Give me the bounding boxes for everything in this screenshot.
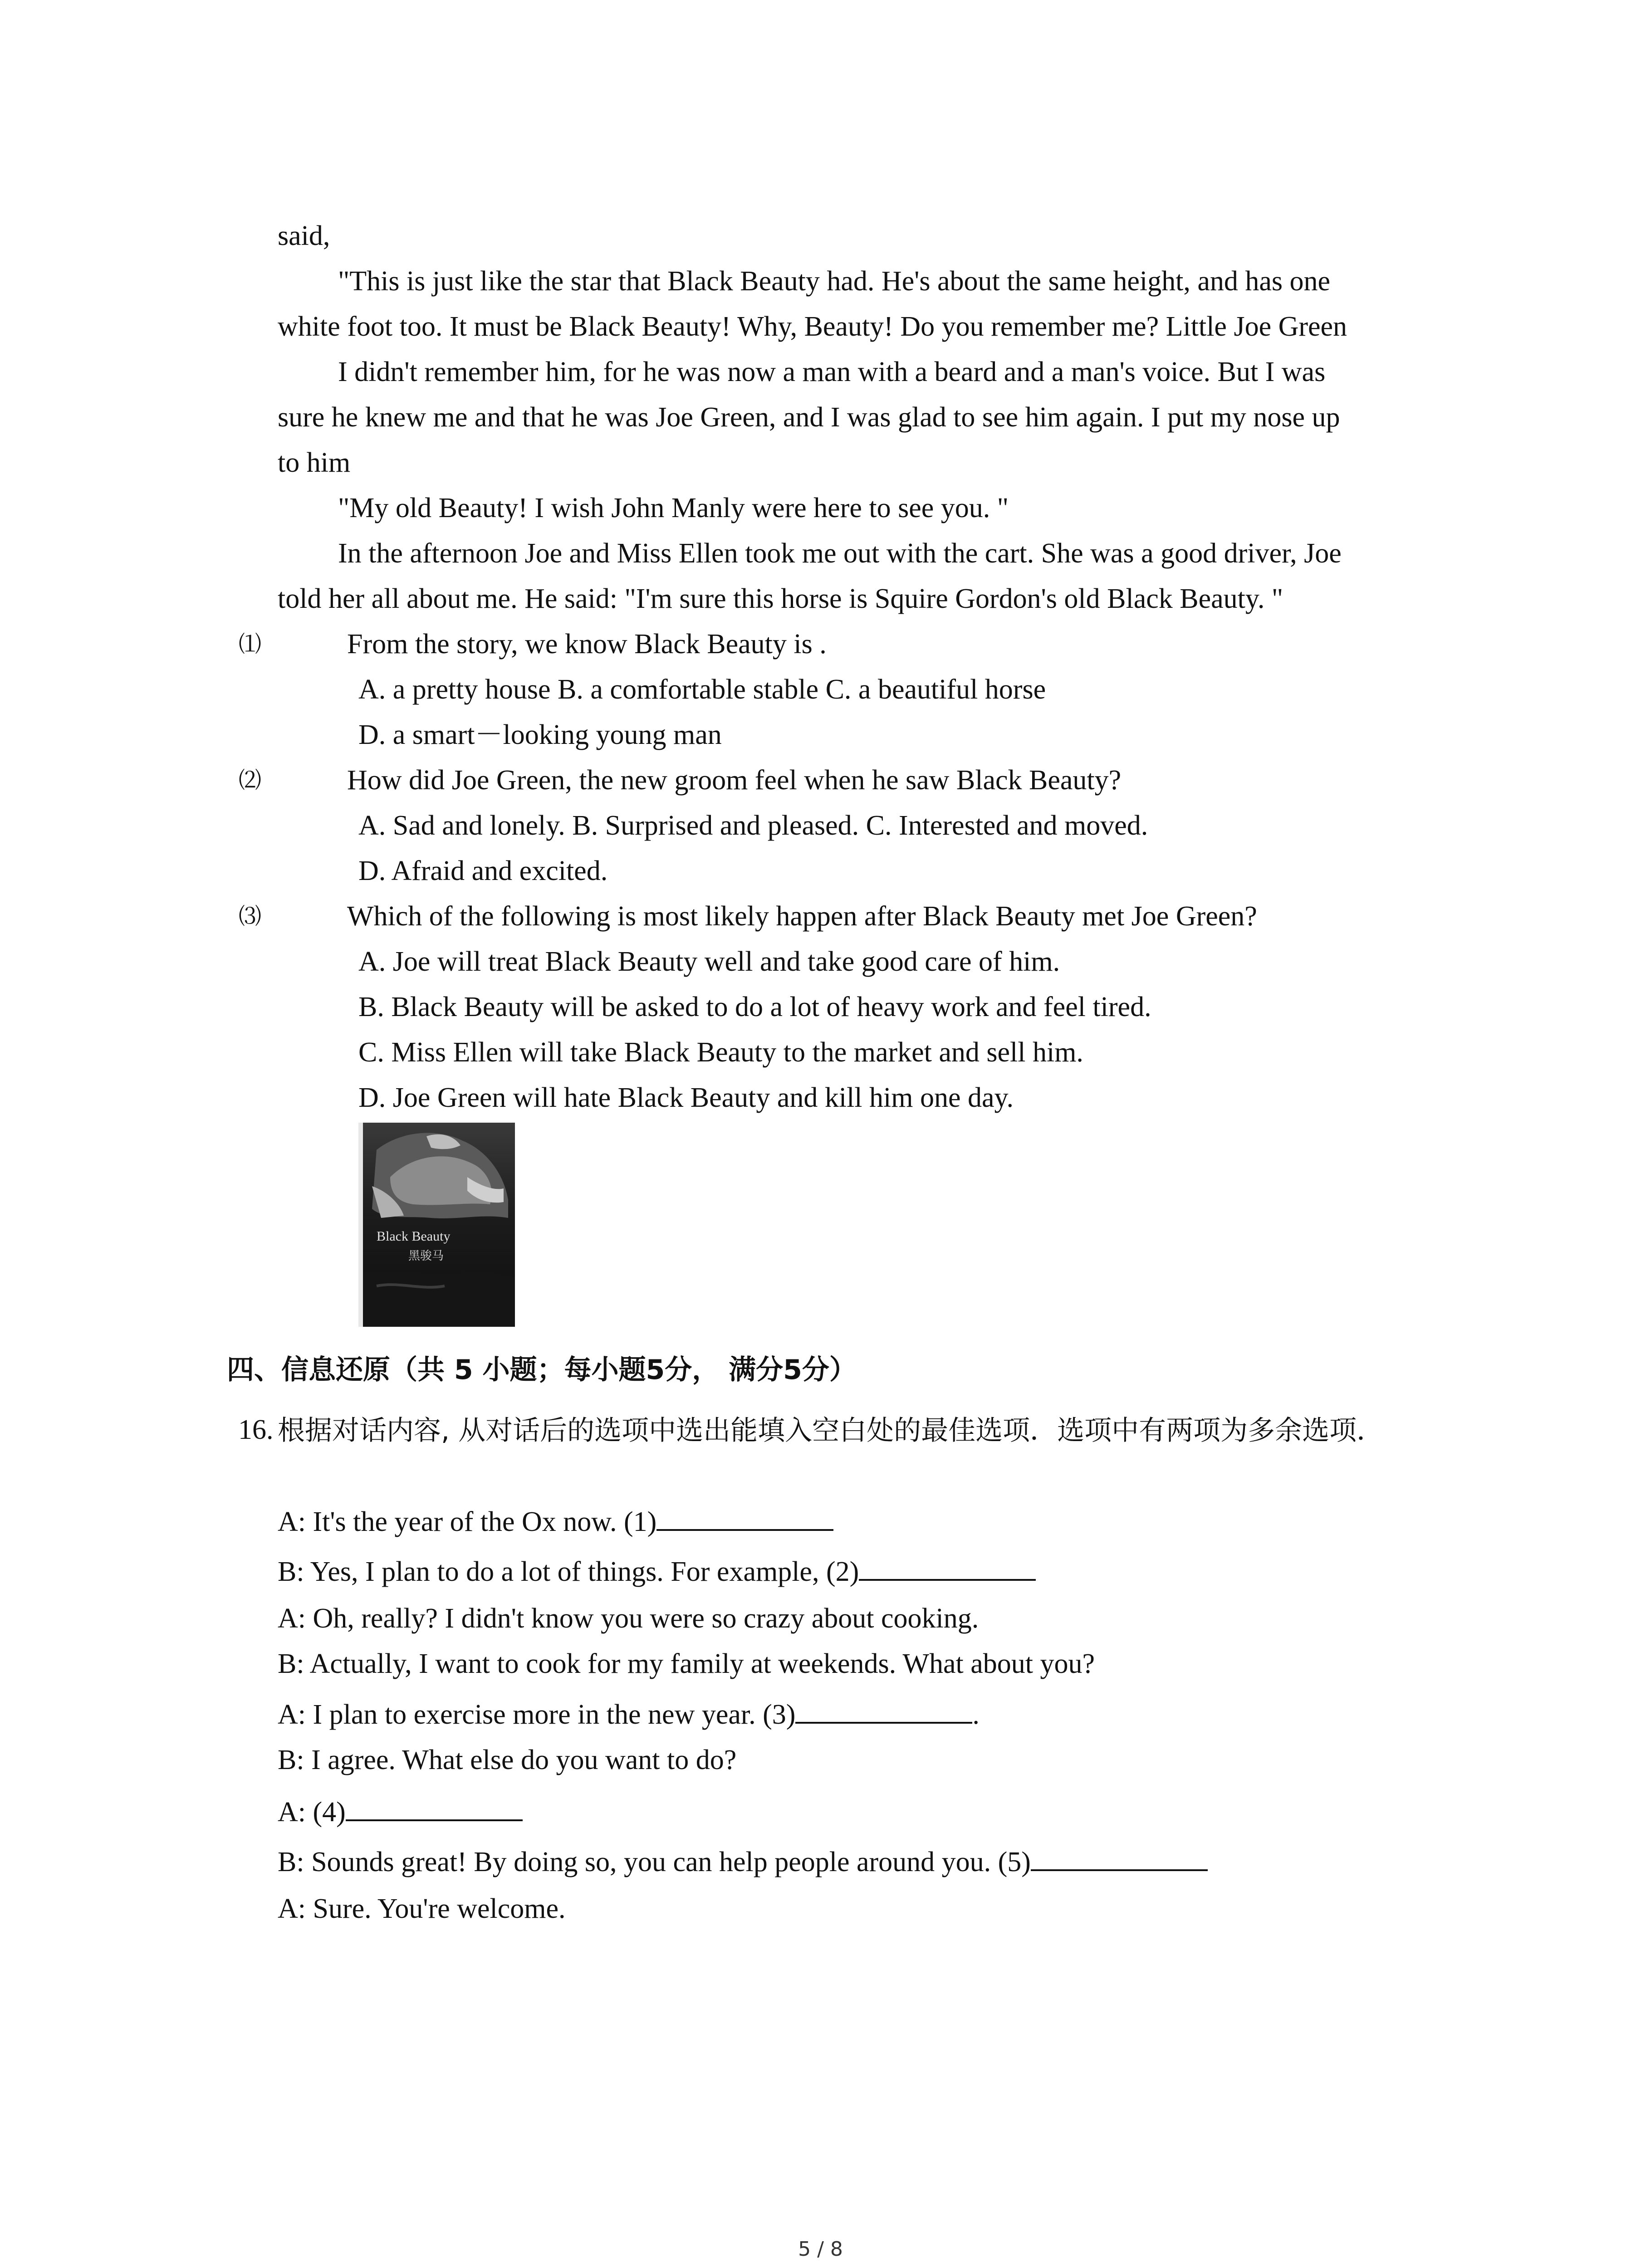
answer-blank[interactable]	[656, 1502, 833, 1531]
answer-blank[interactable]	[859, 1552, 1036, 1581]
dialogue-text: B: Yes, I plan to do a lot of things. For example, (2)	[278, 1556, 859, 1587]
book-cover-title: Black Beauty	[377, 1229, 451, 1244]
question-number: ⑵	[239, 767, 261, 793]
book-cover-subtitle: 黑骏马	[408, 1249, 444, 1263]
question-option: A. Joe will treat Black Beauty well and take good care of him.	[358, 946, 1060, 977]
dialogue-line	[278, 1549, 1036, 1595]
dialogue-line	[278, 1596, 979, 1642]
story-line: to him	[278, 447, 351, 478]
story-line: told her all about me. He said: "I'm sure this horse is Squire Gordon's old Black Beauty. "	[278, 583, 1283, 614]
question-option: C. Miss Ellen will take Black Beauty to the market and sell him.	[358, 1037, 1083, 1068]
question-text: From the story, we know Black Beauty is .	[347, 629, 827, 660]
dialogue-text: A: It's the year of the Ox now. (1)	[278, 1506, 657, 1537]
dialogue-text: B: Actually, I want to cook for my family at weekends. What about you?	[278, 1648, 1095, 1679]
dialogue-line	[278, 1789, 523, 1835]
question-number: 16.	[238, 1414, 274, 1445]
dialogue-punctuation: .	[972, 1699, 980, 1730]
section-heading: 四、信息还原（共 5 小题；每小题5分， 满分5分）	[227, 1354, 857, 1386]
dialogue-line	[278, 1737, 736, 1783]
dialogue-text: A: Sure. You're welcome.	[278, 1893, 566, 1924]
answer-blank[interactable]	[346, 1792, 523, 1821]
dialogue-line	[278, 1499, 833, 1545]
question-instruction: 根据对话内容, 从对话后的选项中选出能填入空白处的最佳选项．选项中有两项为多余选项．	[278, 1415, 1384, 1447]
question-text: Which of the following is most likely happen after Black Beauty met Joe Green?	[347, 901, 1257, 932]
story-line: white foot too. It must be Black Beauty! Why, Beauty! Do you remember me? Little Joe Green	[278, 311, 1347, 342]
dialogue-line	[278, 1692, 980, 1738]
question-number: ⑶	[239, 903, 261, 929]
dialogue-line	[278, 1839, 1208, 1885]
dialogue-text: A: (4)	[278, 1797, 346, 1828]
dialogue-text: B: I agree. What else do you want to do?	[278, 1745, 737, 1775]
page-number: 5 / 8	[798, 2238, 843, 2261]
question-option: D. Joe Green will hate Black Beauty and kill him one day.	[358, 1082, 1014, 1113]
dialogue-line	[278, 1641, 1095, 1687]
dialogue-line	[278, 1886, 566, 1932]
dialogue-text: A: I plan to exercise more in the new year. (3)	[278, 1699, 796, 1730]
dialogue-text: A: Oh, really? I didn't know you were so crazy about cooking.	[278, 1603, 979, 1634]
story-line: "This is just like the star that Black Beauty had. He's about the same height, and has one	[338, 266, 1331, 297]
story-line: sure he knew me and that he was Joe Green, and I was glad to see him again. I put my nose up	[278, 402, 1340, 433]
answer-blank[interactable]	[1031, 1842, 1208, 1871]
question-option: A. a pretty house B. a comfortable stable C. a beautiful horse	[358, 674, 1046, 705]
question-option: B. Black Beauty will be asked to do a lot of heavy work and feel tired.	[358, 992, 1151, 1022]
question-number: ⑴	[239, 631, 261, 657]
question-text: How did Joe Green, the new groom feel when he saw Black Beauty?	[347, 765, 1122, 796]
question-option: D. a smart－looking young man	[358, 719, 722, 750]
story-line: said,	[278, 220, 330, 251]
book-cover-image	[358, 1123, 515, 1327]
story-line: I didn't remember him, for he was now a man with a beard and a man's voice. But I was	[338, 357, 1326, 387]
answer-blank[interactable]	[795, 1695, 972, 1724]
question-option: A. Sad and lonely. B. Surprised and pleased. C. Interested and moved.	[358, 810, 1148, 841]
story-line: "My old Beauty! I wish John Manly were here to see you. "	[338, 493, 1009, 523]
dialogue-text: B: Sounds great! By doing so, you can help people around you. (5)	[278, 1847, 1031, 1877]
question-option: D. Afraid and excited.	[358, 855, 608, 886]
story-line: In the afternoon Joe and Miss Ellen took me out with the cart. She was a good driver, Joe	[338, 538, 1342, 569]
